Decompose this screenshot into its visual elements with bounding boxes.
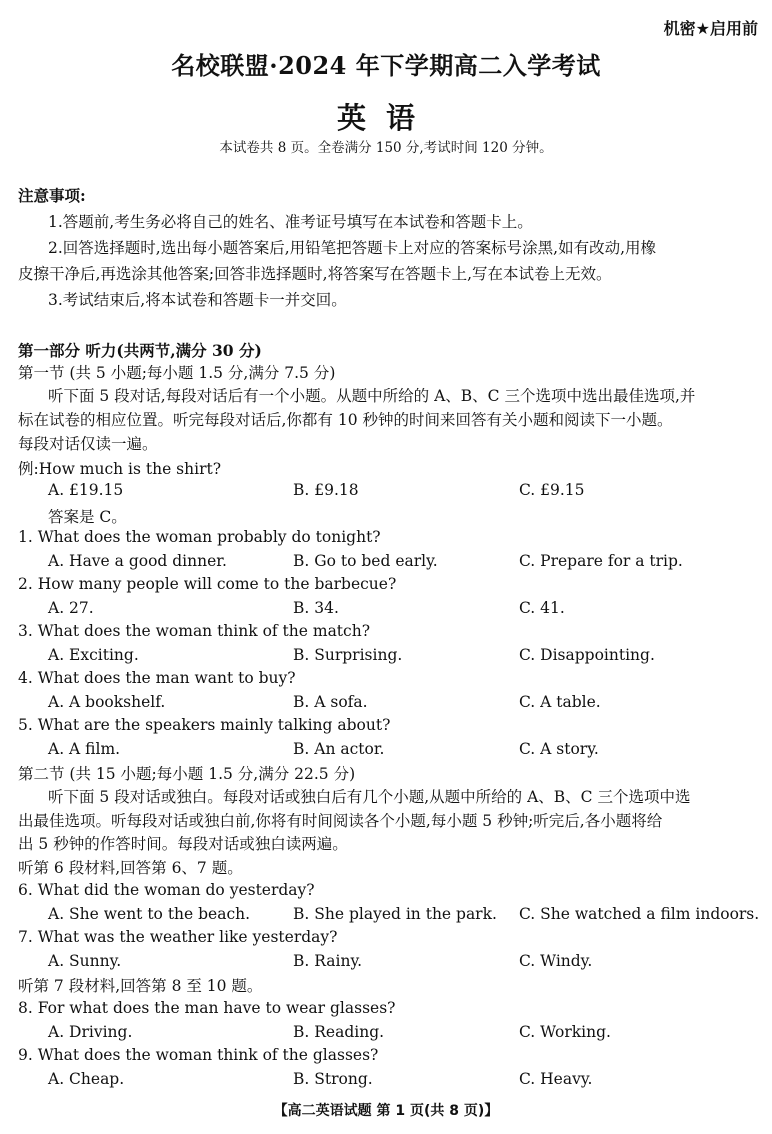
example-answer: 答案是 C。	[48, 508, 127, 526]
question-7-option-b: B. Rainy.	[293, 952, 363, 970]
question-5-option-b: B. An actor.	[293, 740, 385, 758]
section1-heading: 第一节 (共 5 小题;每小题 1.5 分,满分 7.5 分)	[18, 364, 336, 382]
question-1: 1. What does the woman probably do tonight?	[18, 528, 381, 546]
notice-heading: 注意事项:	[18, 186, 86, 205]
example-option-c: C. £9.15	[519, 481, 585, 499]
confidential-label: 机密★启用前	[663, 19, 758, 38]
question-2-option-a: A. 27.	[48, 599, 94, 617]
section2-instructions-line-3: 出 5 秒钟的作答时间。每段对话或独白读两遍。	[18, 835, 348, 853]
question-6-option-c: C. She watched a film indoors.	[519, 905, 760, 923]
exam-info: 本试卷共 8 页。全卷满分 150 分,考试时间 120 分钟。	[219, 140, 553, 156]
question-5-option-c: C. A story.	[519, 740, 599, 758]
question-6-option-b: B. She played in the park.	[293, 905, 497, 923]
question-9-option-a: A. Cheap.	[48, 1070, 125, 1088]
section1-instructions-line-2: 标在试卷的相应位置。听完每段对话后,你都有 10 秒钟的时间来回答有关小题和阅读下一小题。	[18, 411, 673, 429]
question-1-option-b: B. Go to bed early.	[293, 552, 438, 570]
question-4-option-a: A. A bookshelf.	[48, 693, 166, 711]
question-7-option-c: C. Windy.	[519, 952, 593, 970]
question-5-option-a: A. A film.	[48, 740, 121, 758]
section2-instructions-line-2: 出最佳选项。听每段对话或独白前,你将有时间阅读各个小题,每小题 5 秒钟;听完后,各小题将给	[18, 812, 663, 830]
question-9: 9. What does the woman think of the glasses?	[18, 1046, 379, 1064]
question-8-option-b: B. Reading.	[293, 1023, 385, 1041]
question-3-option-c: C. Disappointing.	[519, 646, 655, 664]
page-footer: 【高二英语试题 第 1 页(共 8 页)】	[273, 1103, 499, 1119]
question-1-option-a: A. Have a good dinner.	[48, 552, 227, 570]
example-option-a: A. £19.15	[48, 481, 124, 499]
question-3: 3. What does the woman think of the match?	[18, 622, 371, 640]
part1-heading: 第一部分 听力(共两节,满分 30 分)	[18, 341, 262, 360]
notice-item-1: 1.答题前,考生务必将自己的姓名、准考证号填写在本试卷和答题卡上。	[48, 213, 533, 231]
question-6: 6. What did the woman do yesterday?	[18, 881, 315, 899]
notice-item-3: 3.考试结束后,将本试卷和答题卡一并交回。	[48, 291, 347, 309]
question-9-option-c: C. Heavy.	[519, 1070, 593, 1088]
question-5: 5. What are the speakers mainly talking about?	[18, 716, 391, 734]
question-8-option-c: C. Working.	[519, 1023, 611, 1041]
section2-heading: 第二节 (共 15 小题;每小题 1.5 分,满分 22.5 分)	[18, 765, 356, 783]
subject-title: 英语	[336, 101, 435, 135]
question-9-option-b: B. Strong.	[293, 1070, 373, 1088]
section1-instructions-line-3: 每段对话仅读一遍。	[18, 435, 158, 453]
question-2: 2. How many people will come to the barbecue?	[18, 575, 397, 593]
question-4-option-b: B. A sofa.	[293, 693, 368, 711]
example-option-b: B. £9.18	[293, 481, 359, 499]
question-1-option-c: C. Prepare for a trip.	[519, 552, 683, 570]
question-4: 4. What does the man want to buy?	[18, 669, 296, 687]
notice-item-2-line-2: 皮擦干净后,再选涂其他答案;回答非选择题时,将答案写在答题卡上,写在本试卷上无效。	[18, 265, 612, 283]
question-6-option-a: A. She went to the beach.	[48, 905, 251, 923]
question-2-option-c: C. 41.	[519, 599, 565, 617]
question-2-option-b: B. 34.	[293, 599, 339, 617]
material-6-heading: 听第 6 段材料,回答第 6、7 题。	[18, 859, 243, 877]
exam-title: 名校联盟·2024 年下学期高二入学考试	[171, 51, 601, 80]
material-7-heading: 听第 7 段材料,回答第 8 至 10 题。	[18, 977, 263, 995]
question-7-option-a: A. Sunny.	[48, 952, 122, 970]
section1-instructions-line-1: 听下面 5 段对话,每段对话后有一个小题。从题中所给的 A、B、C 三个选项中选出最佳选项,并	[48, 387, 696, 405]
section2-instructions-line-1: 听下面 5 段对话或独白。每段对话或独白后有几个小题,从题中所给的 A、B、C 三个选项中选	[48, 788, 691, 806]
question-3-option-a: A. Exciting.	[48, 646, 139, 664]
question-7: 7. What was the weather like yesterday?	[18, 928, 338, 946]
question-4-option-c: C. A table.	[519, 693, 601, 711]
question-8: 8. For what does the man have to wear glasses?	[18, 999, 396, 1017]
question-3-option-b: B. Surprising.	[293, 646, 403, 664]
example-question: 例:How much is the shirt?	[18, 460, 222, 478]
notice-item-2-line-1: 2.回答选择题时,选出每小题答案后,用铅笔把答题卡上对应的答案标号涂黑,如有改动,用橡	[48, 239, 656, 257]
question-8-option-a: A. Driving.	[48, 1023, 133, 1041]
